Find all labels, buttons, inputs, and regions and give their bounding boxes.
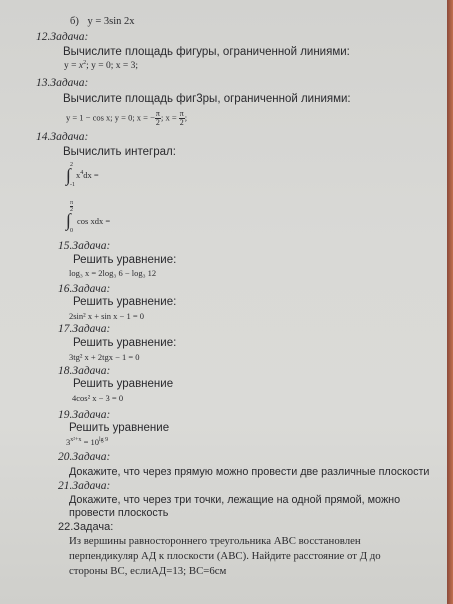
- task-12-text: Вычислите площадь фигуры, ограниченной линиями:: [63, 46, 350, 58]
- top-formula: [70, 16, 135, 27]
- task-12-heading: 12.Задача:: [36, 31, 89, 43]
- task-21-heading: 21.Задача:: [58, 480, 111, 492]
- task-14-text: Вычислить интеграл:: [63, 146, 176, 158]
- task-19-heading: 19.Задача:: [58, 409, 111, 421]
- integral-2-lower: 0: [70, 228, 73, 234]
- integral-2-upper: π 2: [70, 200, 74, 213]
- task-14-heading: 14.Задача:: [36, 131, 89, 143]
- task-15-heading: 15.Задача:: [58, 240, 111, 252]
- task-18-formula: 4cos² x − 3 = 0: [72, 393, 124, 403]
- task-22-text-line2: перпендикуляр АД к плоскости (АВС). Найдите расстояние от Д до: [69, 550, 381, 562]
- integral-sign-icon: ∫: [66, 165, 71, 185]
- task-15-formula: log₃ x = 2log₃ 6 − log₃ 12: [69, 268, 157, 278]
- integral-1-upper: 2: [70, 162, 73, 168]
- task-20-text: Докажите, что через прямую можно провести две различные плоскости: [69, 466, 430, 478]
- task-22-heading: 22.Задача:: [58, 521, 114, 533]
- task-16-heading: 16.Задача:: [58, 283, 111, 295]
- integral-sign-icon: ∫: [66, 210, 71, 230]
- integral-1-lower: -1: [70, 182, 75, 188]
- task-21-text: Докажите, что через три точки, лежащие на одной прямой, можно: [69, 494, 401, 506]
- integral-1-body: $x^4dx$ =: [76, 170, 99, 180]
- top-label: б): [70, 16, 79, 27]
- task-15-text: Решить уравнение:: [73, 254, 177, 266]
- task-22-text-line3: стороны ВС, еслиАД=13; ВС=6см: [69, 565, 227, 577]
- task-18-heading: 18.Задача:: [58, 365, 111, 377]
- task-19-formula: $3^{x^2+x} = 10^{lg 9}$: [66, 437, 109, 447]
- task-16-formula: 2sin² x + sin x − 1 = 0: [69, 311, 145, 321]
- task-13-text: Вычислите площадь фиг3ры, ограниченной линиями:: [63, 93, 351, 105]
- task-18-text: Решить уравнение: [73, 378, 174, 390]
- task-21-text-line2: провести плоскость: [69, 507, 169, 519]
- task-13-formula: y = 1 − cos x; y = 0; x = − $\frac{\pi}{2}$ ; x = $\frac{\pi}{2}$ ;: [66, 109, 188, 127]
- task-22-text: Из вершины равностороннего треугольника АВС восстановлен: [69, 535, 361, 547]
- task-12-formula: $y = x^2$; y = 0; x = 3;: [64, 60, 138, 72]
- integral-2-body: cos xdx =: [77, 216, 111, 226]
- task-17-formula: 3tg² x + 2tgx − 1 = 0: [69, 352, 140, 362]
- top-formula-text: y = 3sin 2x: [87, 16, 135, 27]
- task-19-text: Решить уравнение: [69, 422, 170, 434]
- task-16-text: Решить уравнение:: [73, 296, 177, 308]
- task-17-heading: 17.Задача:: [58, 323, 111, 335]
- task-20-heading: 20.Задача:: [58, 451, 111, 463]
- task-17-text: Решить уравнение:: [73, 337, 177, 349]
- task-13-heading: 13.Задача:: [36, 77, 89, 89]
- background-edge: [447, 0, 453, 604]
